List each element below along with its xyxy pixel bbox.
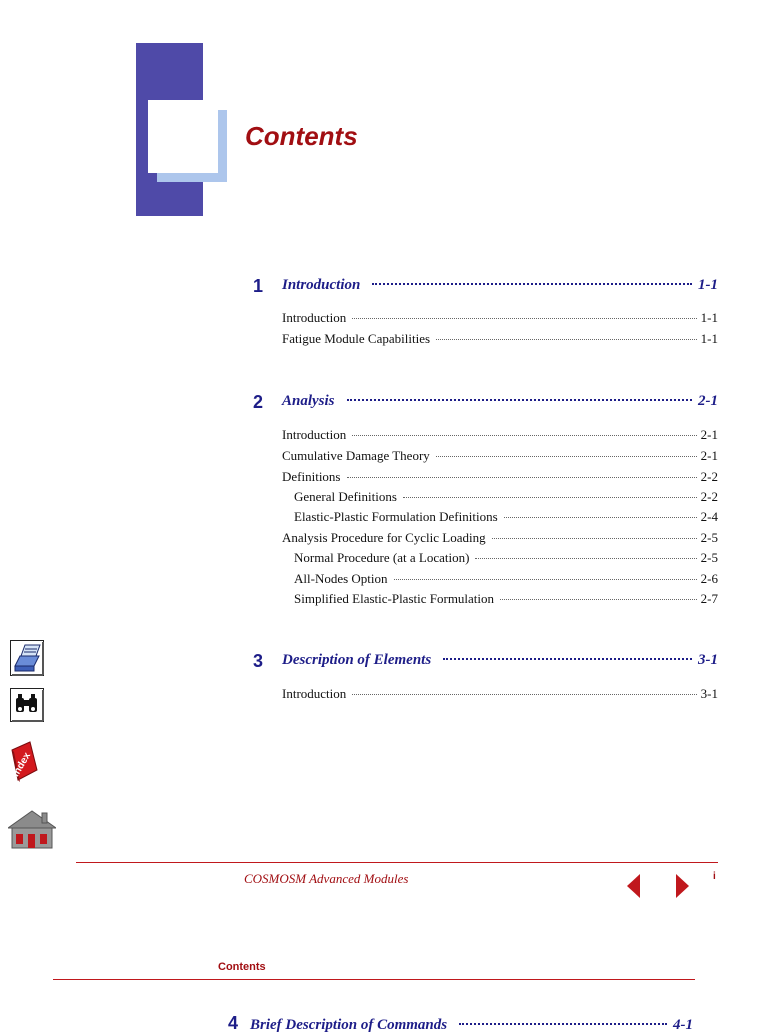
toc-entry-label[interactable]: Simplified Elastic-Plastic Formulation [294, 591, 495, 606]
toc-entry-label[interactable]: Introduction [282, 310, 347, 325]
find-button[interactable] [10, 688, 44, 727]
toc-entry-page[interactable]: 2-1 [700, 448, 718, 463]
dot-leader [352, 435, 696, 436]
corner-block-white [148, 100, 218, 173]
chapter-heading-4[interactable] [228, 1013, 693, 1035]
index-book-icon [10, 740, 40, 784]
chapter-heading-1[interactable] [253, 276, 718, 298]
toc-entry-page[interactable]: 2-4 [700, 509, 718, 524]
toc-entry-label[interactable]: General Definitions [294, 489, 397, 504]
toc-entry-page[interactable]: 2-5 [700, 530, 718, 545]
toc-entry-label[interactable]: Definitions [282, 469, 341, 484]
chapter-title[interactable]: Introduction [282, 277, 361, 293]
chapter-page[interactable]: 2-1 [698, 393, 718, 409]
toc-entry[interactable] [282, 448, 718, 466]
toc-entry-page[interactable]: 2-2 [700, 489, 718, 504]
toc-entry-label[interactable]: Elastic-Plastic Formulation Definitions [294, 509, 498, 524]
footer-page-number: i [713, 871, 716, 882]
toc-entry[interactable] [282, 331, 718, 349]
toc-entry-page[interactable]: 2-7 [700, 591, 718, 606]
toc-subentry[interactable] [294, 571, 718, 589]
toc-entry-label[interactable]: Introduction [282, 686, 347, 701]
footer-rule [76, 862, 718, 863]
toc-entry[interactable] [282, 310, 718, 328]
chapter-number: 1 [253, 276, 264, 296]
chapter-number: 2 [253, 392, 264, 412]
home-button[interactable] [8, 810, 56, 855]
print-icon [10, 640, 44, 676]
dot-leader [492, 538, 697, 539]
dot-leader [372, 283, 692, 285]
toc-entry-label[interactable]: Analysis Procedure for Cyclic Loading [282, 530, 486, 545]
previous-page-button[interactable] [627, 874, 640, 898]
dot-leader [347, 399, 692, 401]
chapter-title[interactable]: Analysis [282, 393, 335, 409]
toc-subentry[interactable] [294, 509, 718, 527]
toc-entry-page[interactable]: 2-6 [700, 571, 718, 586]
chapter-title[interactable]: Brief Description of Commands [250, 1017, 448, 1033]
toc-subentry[interactable] [294, 591, 718, 609]
footer-book-title: COSMOSM Advanced Modules [244, 871, 409, 886]
toc-subentry[interactable] [294, 550, 718, 568]
chapter-page[interactable]: 3-1 [698, 652, 718, 668]
toc-entry[interactable] [282, 427, 718, 445]
print-button[interactable] [10, 640, 44, 681]
page-title: Contents [245, 121, 358, 151]
next-page-header: Contents [218, 961, 266, 973]
chapter-number: 4 [228, 1013, 239, 1033]
toc-entry-page[interactable]: 1-1 [700, 331, 718, 346]
toc-entry-label[interactable]: Cumulative Damage Theory [282, 448, 430, 463]
toc-entry-label[interactable]: All-Nodes Option [294, 571, 388, 586]
dot-leader [459, 1023, 667, 1025]
toc-entry-page[interactable]: 2-5 [700, 550, 718, 565]
toc-entry[interactable] [282, 469, 718, 487]
toc-entry-page[interactable]: 2-2 [700, 469, 718, 484]
dot-leader [394, 579, 697, 580]
toc-subentry[interactable] [294, 489, 718, 507]
dot-leader [500, 599, 697, 600]
index-label: index [10, 750, 34, 779]
toc-entry-page[interactable]: 3-1 [700, 686, 718, 701]
toc-entry-label[interactable]: Normal Procedure (at a Location) [294, 550, 470, 565]
next-page-header-rule [53, 979, 695, 980]
toc-entry[interactable] [282, 530, 718, 548]
next-page-button[interactable] [676, 874, 689, 898]
chapter-heading-2[interactable] [253, 392, 718, 414]
chapter-heading-3[interactable] [253, 651, 718, 673]
dot-leader [352, 318, 696, 319]
toc-entry-page[interactable]: 1-1 [700, 310, 718, 325]
toc-entry-page[interactable]: 2-1 [700, 427, 718, 442]
dot-leader [436, 456, 697, 457]
dot-leader [436, 339, 697, 340]
chapter-page[interactable]: 1-1 [698, 277, 718, 293]
dot-leader [347, 477, 697, 478]
chapter-title[interactable]: Description of Elements [282, 652, 432, 668]
home-icon [8, 810, 56, 850]
toc-entry[interactable] [282, 686, 718, 704]
toc-entry-label[interactable]: Introduction [282, 427, 347, 442]
chapter-number: 3 [253, 651, 264, 671]
dot-leader [504, 517, 697, 518]
dot-leader [443, 658, 692, 660]
search-binoculars-icon [10, 688, 44, 722]
index-button[interactable] [10, 740, 40, 789]
dot-leader [475, 558, 696, 559]
chapter-page[interactable]: 4-1 [673, 1017, 693, 1033]
toc-entry-label[interactable]: Fatigue Module Capabilities [282, 331, 431, 346]
dot-leader [352, 694, 696, 695]
dot-leader [403, 497, 697, 498]
